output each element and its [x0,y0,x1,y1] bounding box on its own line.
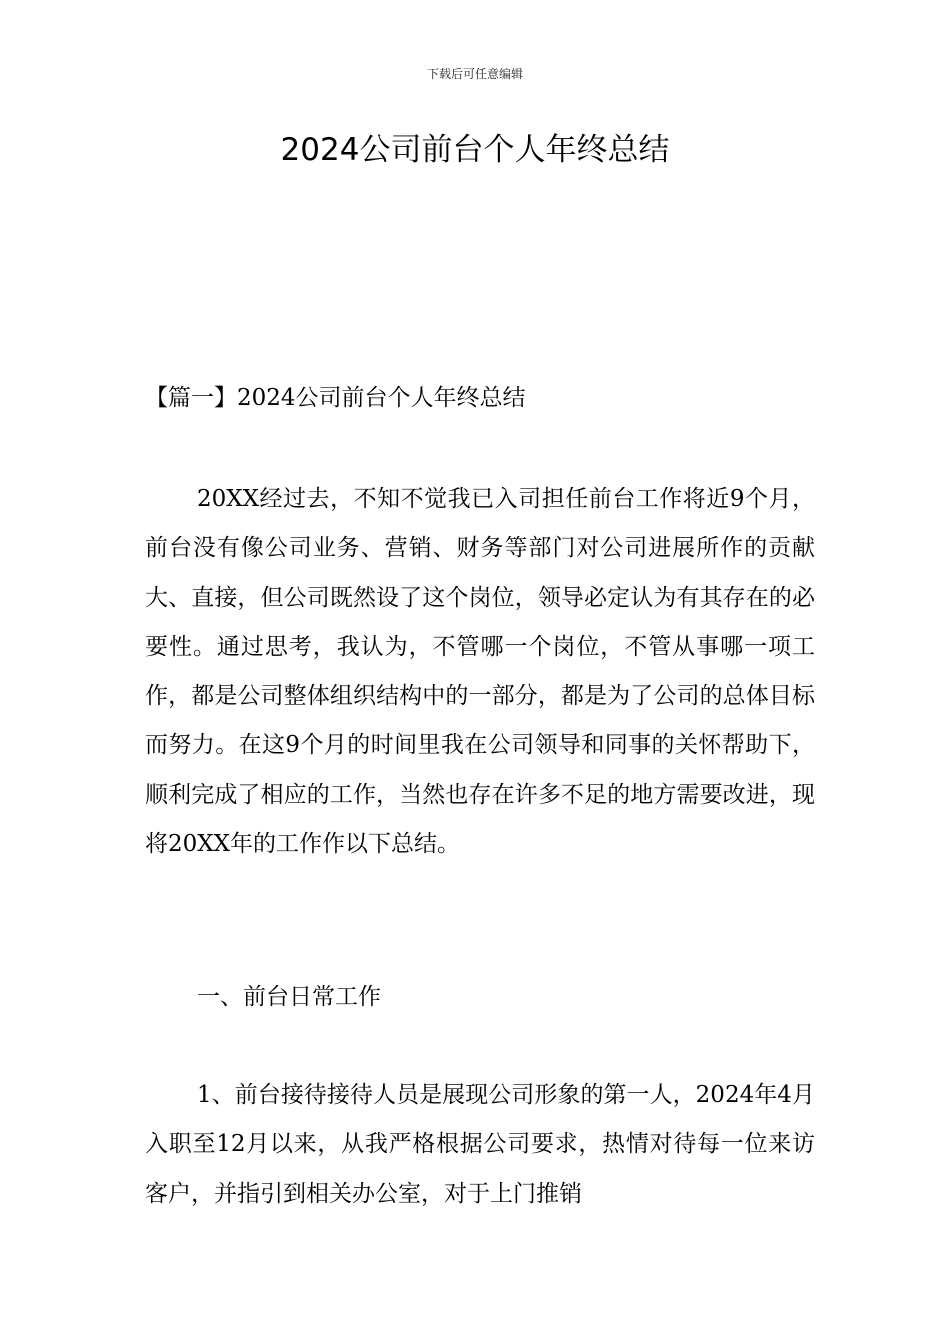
subsection-heading: 一、前台日常工作 [197,984,381,1010]
body-paragraph-intro: 20XX经过去，不知不觉我已入司担任前台工作将近9个月，前台没有像公司业务、营销、财务等部门对公司进展所作的贡献大、直接，但公司既然设了这个岗位，领导必定认为有其存在的必要性。通过思考，我认为，不管哪一个岗位，不管从事哪一项工作，都是公司整体组织结构中的一部分，都是为了公司的总体目标而努力。在这9个月的时间里我在公司领导和同事的关怀帮助下，顺利完成了相应的工作，当然也存在许多不足的地方需要改进，现将20XX年的工作作以下总结。 [145,486,815,858]
body-paragraph-reception: 1、前台接待接待人员是展现公司形象的第一人，2024年4月入职至12月以来，从我严格根据公司要求，热情对待每一位来访客户，并指引到相关办公室，对于上门推销 [145,1082,815,1207]
header-note: 下载后可任意编辑 [426,67,523,81]
section-heading: 【篇一】2024公司前台个人年终总结 [145,385,526,411]
document-title: 2024公司前台个人年终总结 [280,132,670,168]
